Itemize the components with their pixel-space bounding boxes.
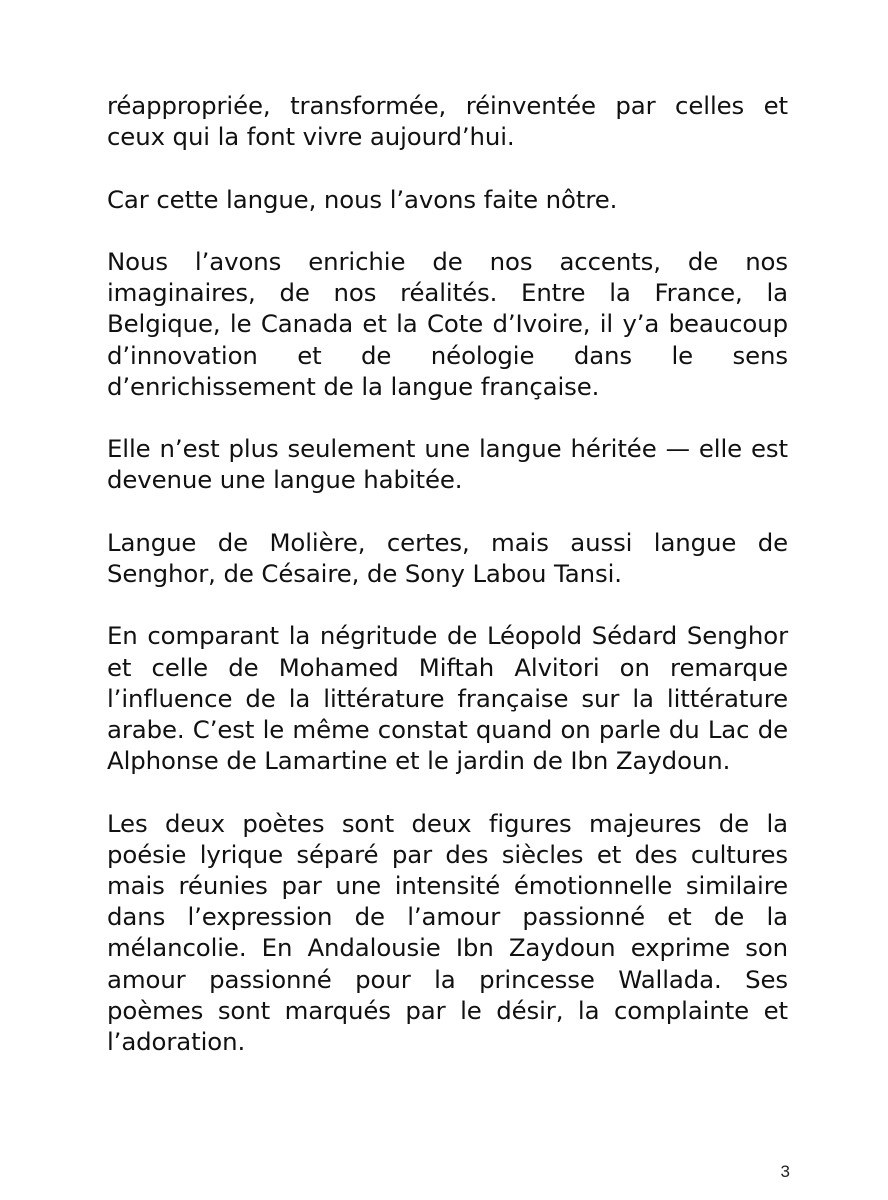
paragraph: Elle n’est plus seulement une langue héritée — elle est devenue une langue habitée. (107, 434, 788, 495)
document-body (107, 90, 788, 1057)
paragraph: Nous l’avons enrichie de nos accents, de nos imaginaires, de nos réalités. Entre la France, la Belgique, le Canada et la Cote d’Ivoire, il y’a beaucoup d’innovation et de néologie dans le sens d’enrichissement de la langue française. (107, 246, 788, 401)
paragraph: Car cette langue, nous l’avons faite nôtre. (107, 184, 618, 214)
paragraph: Les deux poètes sont deux figures majeures de la poésie lyrique séparé par des siècles et des cultures mais réunies par une intensité émotionnelle similaire dans l’expression de l’amour passionné et de la mélancolie. En Andalousie Ibn Zaydoun exprime son amour passionné pour la princesse Wallada. Ses poèmes sont marqués par le désir, la complainte et l’adoration. (107, 808, 788, 1056)
paragraph: Langue de Molière, certes, mais aussi langue de Senghor, de Césaire, de Sony Labou Tansi. (107, 527, 788, 588)
paragraph: réappropriée, transformée, réinventée par celles et ceux qui la font vivre aujourd’hui. (107, 91, 788, 152)
page-number: 3 (780, 1162, 790, 1181)
paragraph: En comparant la négritude de Léopold Sédard Senghor et celle de Mohamed Miftah Alvitori on remarque l’influence de la littérature française sur la littérature arabe. C’est le même constat quand on parle du Lac de Alphonse de Lamartine et le jardin de Ibn Zaydoun. (107, 621, 788, 776)
